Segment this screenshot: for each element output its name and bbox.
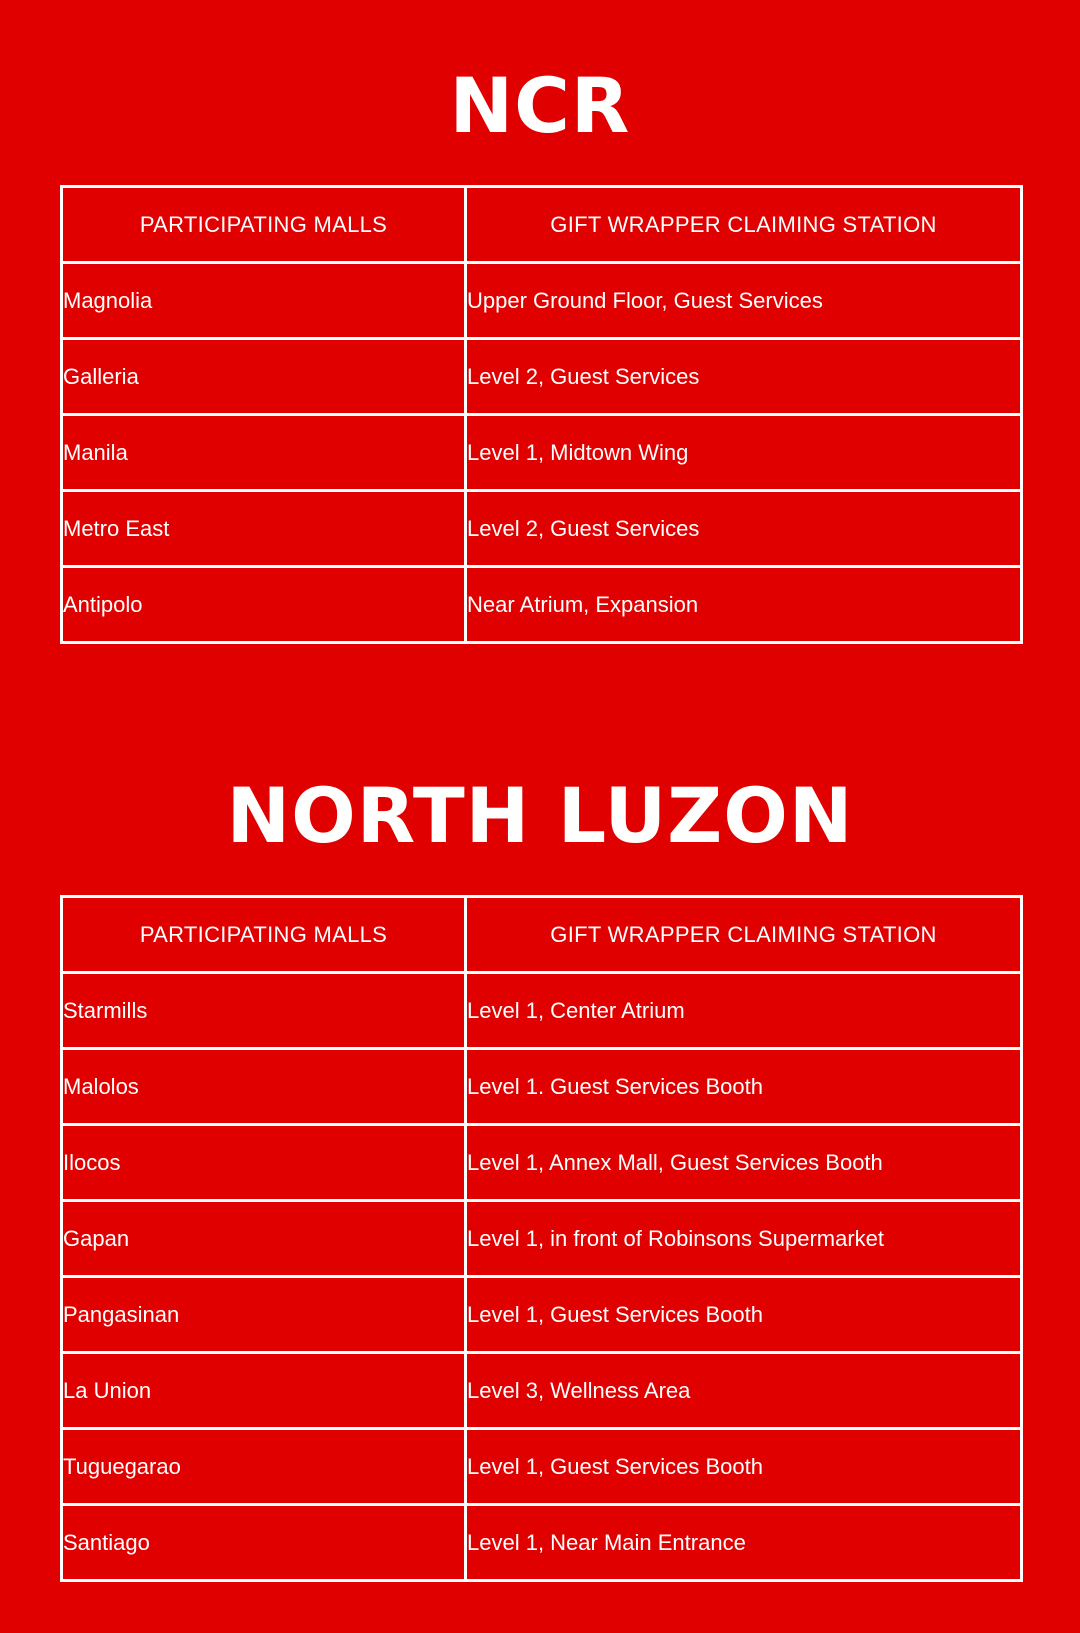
ncr-section-title: NCR <box>449 61 631 150</box>
claiming-station-header: GIFT WRAPPER CLAIMING STATION <box>466 897 1022 973</box>
station-cell: Level 2, Guest Services <box>466 339 1022 415</box>
station-cell: Level 1. Guest Services Booth <box>466 1049 1022 1125</box>
table-row <box>62 1505 1022 1581</box>
north-luzon-malls-table <box>60 895 1023 1582</box>
table-header-row <box>62 897 1022 973</box>
participating-malls-header: PARTICIPATING MALLS <box>62 897 466 973</box>
station-cell: Level 1, Annex Mall, Guest Services Booth <box>466 1125 1022 1201</box>
table-row <box>62 567 1022 643</box>
mall-name-cell: Metro East <box>62 491 466 567</box>
table-row <box>62 973 1022 1049</box>
participating-malls-header: PARTICIPATING MALLS <box>62 187 466 263</box>
mall-name-cell: Antipolo <box>62 567 466 643</box>
table-row <box>62 263 1022 339</box>
station-cell: Level 2, Guest Services <box>466 491 1022 567</box>
table-row <box>62 415 1022 491</box>
mall-name-cell: Santiago <box>62 1505 466 1581</box>
table-row <box>62 1429 1022 1505</box>
station-cell: Level 3, Wellness Area <box>466 1353 1022 1429</box>
mall-name-cell: Starmills <box>62 973 466 1049</box>
station-cell: Near Atrium, Expansion <box>466 567 1022 643</box>
table-header-row <box>62 187 1022 263</box>
station-cell: Level 1, Guest Services Booth <box>466 1277 1022 1353</box>
station-cell: Level 1, Center Atrium <box>466 973 1022 1049</box>
ncr-malls-table <box>60 185 1023 644</box>
station-cell: Level 1, in front of Robinsons Supermarket <box>466 1201 1022 1277</box>
table-row <box>62 339 1022 415</box>
mall-name-cell: Malolos <box>62 1049 466 1125</box>
table-row <box>62 491 1022 567</box>
north-luzon-section-title: NORTH LUZON <box>226 771 854 860</box>
mall-name-cell: Gapan <box>62 1201 466 1277</box>
mall-name-cell: Magnolia <box>62 263 466 339</box>
station-cell: Level 1, Near Main Entrance <box>466 1505 1022 1581</box>
mall-name-cell: La Union <box>62 1353 466 1429</box>
mall-name-cell: Ilocos <box>62 1125 466 1201</box>
mall-name-cell: Manila <box>62 415 466 491</box>
table-row <box>62 1277 1022 1353</box>
mall-name-cell: Galleria <box>62 339 466 415</box>
table-row <box>62 1353 1022 1429</box>
table-row <box>62 1125 1022 1201</box>
table-row <box>62 1049 1022 1125</box>
table-row <box>62 1201 1022 1277</box>
station-cell: Upper Ground Floor, Guest Services <box>466 263 1022 339</box>
claiming-station-header: GIFT WRAPPER CLAIMING STATION <box>466 187 1022 263</box>
station-cell: Level 1, Guest Services Booth <box>466 1429 1022 1505</box>
station-cell: Level 1, Midtown Wing <box>466 415 1022 491</box>
mall-name-cell: Tuguegarao <box>62 1429 466 1505</box>
mall-name-cell: Pangasinan <box>62 1277 466 1353</box>
